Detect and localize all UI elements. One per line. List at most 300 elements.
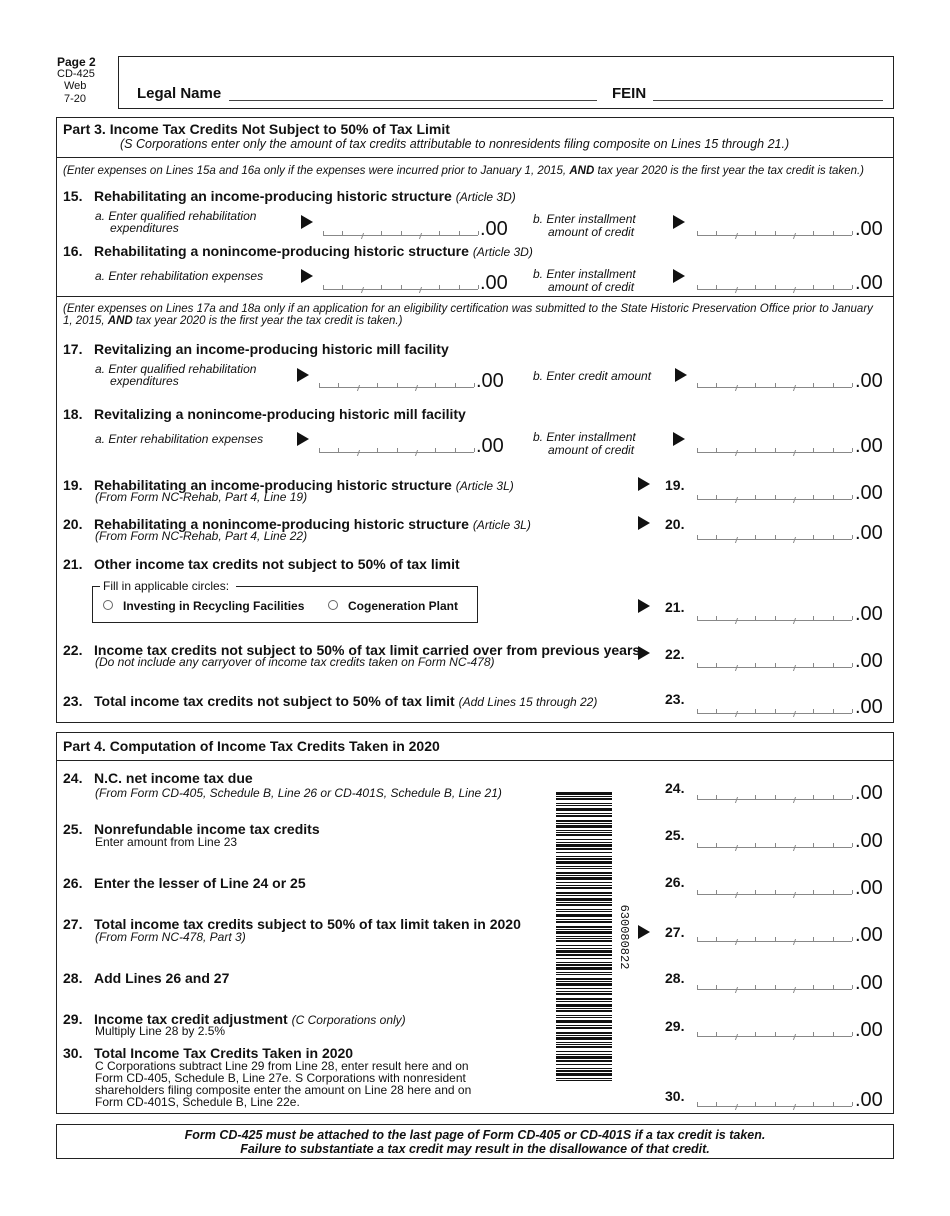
line24-ref: 24. [665, 780, 685, 796]
fein-label: FEIN [612, 85, 647, 102]
barcode-bar [556, 1056, 612, 1059]
line15a-cents: .00 [480, 218, 508, 240]
field-tick [852, 709, 853, 713]
field-tick [813, 843, 814, 847]
field-tick [455, 448, 456, 452]
form-web: Web [64, 80, 87, 92]
field-tick [852, 795, 853, 799]
line18a-label: a. Enter rehabilitation expenses [95, 432, 264, 446]
field-tick [833, 937, 834, 941]
footer-line-1: Form CD-425 must be attached to the last page of Form CD-405 or CD-401S if a tax credit is taken. [184, 1128, 766, 1142]
recycling-radio[interactable] [103, 600, 113, 610]
part3-divider [56, 157, 894, 158]
field-tick [697, 795, 698, 799]
field-tick [697, 937, 698, 941]
field-tick [775, 709, 776, 713]
field-tick [755, 616, 756, 620]
footer-line-2: Failure to substantiate a tax credit may result in the disallowance of that credit. [240, 1142, 710, 1156]
barcode-bar [556, 938, 612, 939]
barcode-bar [556, 820, 612, 822]
field-tick [775, 448, 776, 452]
line16b-cents: .00 [855, 272, 883, 294]
field-tick [775, 795, 776, 799]
field-tick [775, 383, 776, 387]
line17a-cents: .00 [476, 370, 504, 392]
field-tick [401, 285, 402, 289]
barcode-bar [556, 1046, 612, 1048]
field-tick [833, 795, 834, 799]
barcode-bar [556, 1073, 612, 1076]
field-tick [716, 709, 717, 713]
barcode-bar [556, 866, 612, 867]
line27-ref: 27. [665, 924, 685, 940]
barcode-bar [556, 815, 612, 817]
line15a-arrow-icon [301, 215, 313, 229]
field-tick [697, 495, 698, 499]
line27-subtitle: (From Form NC-478, Part 3) [95, 930, 246, 944]
field-tick [852, 616, 853, 620]
legal-name-label: Legal Name [137, 85, 222, 102]
field-tick [381, 285, 382, 289]
field-tick [377, 383, 378, 387]
barcode-bar [556, 914, 612, 917]
field-tick [716, 1032, 717, 1036]
line27-arrow-icon [638, 925, 650, 939]
field-tick [755, 663, 756, 667]
barcode-bar [556, 844, 612, 847]
line16b-field[interactable] [697, 276, 852, 290]
barcode-bar [556, 887, 612, 889]
field-tick [755, 795, 756, 799]
field-tick [401, 231, 402, 235]
header-box [118, 56, 894, 109]
barcode-bar [556, 991, 612, 992]
barcode-bar [556, 978, 612, 980]
line15b-label-1: b. Enter installment [533, 212, 636, 226]
field-tick [381, 231, 382, 235]
line15a-label-2: expenditures [110, 221, 179, 235]
field-tick [697, 1102, 698, 1106]
barcode-bar [556, 856, 612, 857]
line30-cents: .00 [855, 1089, 883, 1111]
line17-number: 17. [63, 341, 83, 357]
barcode-bar [556, 895, 612, 896]
field-tick [697, 843, 698, 847]
barcode-bar [556, 1025, 612, 1026]
cogeneration-label: Cogeneration Plant [348, 599, 459, 613]
field-tick [852, 495, 853, 499]
line18b-label-2: amount of credit [548, 443, 635, 457]
line16a-label: a. Enter rehabilitation expenses [95, 269, 264, 283]
barcode-bar [556, 1032, 612, 1034]
barcode-bar [556, 972, 612, 973]
line17-title: Revitalizing an income-producing historic mill facility [94, 341, 449, 357]
line22-arrow-icon [638, 646, 650, 660]
field-tick [755, 285, 756, 289]
line28-title: Add Lines 26 and 27 [94, 970, 230, 986]
line20-subtitle: (From Form NC-Rehab, Part 4, Line 22) [95, 529, 308, 543]
field-tick [439, 231, 440, 235]
field-tick [833, 709, 834, 713]
line28-field[interactable] [697, 976, 852, 990]
line29-subtitle: Multiply Line 28 by 2.5% [95, 1024, 226, 1038]
field-tick [775, 1032, 776, 1036]
line23-title: Total income tax credits not subject to 50% of tax limit (Add Lines 15 through 22) [94, 693, 598, 709]
line28-ref: 28. [665, 970, 685, 986]
barcode-bar [556, 983, 612, 986]
line29-ref: 29. [665, 1018, 685, 1034]
barcode-bar [556, 1008, 612, 1009]
line25-title: Nonrefundable income tax credits [94, 821, 320, 837]
line17a-field[interactable] [319, 374, 474, 388]
field-tick [755, 843, 756, 847]
line25-ref: 25. [665, 827, 685, 843]
barcode-bar [556, 1080, 612, 1081]
line25-field[interactable] [697, 834, 852, 848]
barcode-bar [556, 967, 612, 970]
line30-text-2: Form CD-405, Schedule B, Line 27e. S Corporations with nonresident [95, 1071, 466, 1085]
field-tick [813, 383, 814, 387]
line21-field[interactable] [697, 607, 852, 621]
line15-title: Rehabilitating an income-producing historic structure (Article 3D) [94, 188, 516, 204]
line21-fill-box-top-left [92, 586, 100, 587]
field-tick [813, 285, 814, 289]
line15b-field[interactable] [697, 222, 852, 236]
barcode-bar [556, 823, 612, 824]
line23-cents: .00 [855, 696, 883, 718]
line27-title: Total income tax credits subject to 50% of tax limit taken in 2020 [94, 916, 521, 932]
line22-subtitle: (Do not include any carryover of income tax credits taken on Form NC-478) [95, 655, 495, 669]
field-tick [459, 231, 460, 235]
line29-title: Income tax credit adjustment (C Corporations only) [94, 1011, 406, 1027]
line18b-field[interactable] [697, 439, 852, 453]
barcode-bar [556, 877, 612, 880]
field-tick [716, 843, 717, 847]
field-tick [833, 890, 834, 894]
barcode-bar [556, 1010, 612, 1012]
line21-ref: 21. [665, 599, 685, 615]
barcode-bar [556, 962, 612, 963]
line18-number: 18. [63, 406, 83, 422]
barcode-bar [556, 954, 612, 956]
field-tick [833, 448, 834, 452]
line18b-label-1: b. Enter installment [533, 430, 636, 444]
field-tick [716, 663, 717, 667]
barcode-bar [556, 861, 612, 864]
field-tick [833, 383, 834, 387]
barcode-bar [556, 958, 612, 959]
part4-title: Part 4. Computation of Income Tax Credits Taken in 2020 [63, 738, 440, 754]
line27-number: 27. [63, 916, 83, 932]
field-tick [775, 843, 776, 847]
field-tick [775, 495, 776, 499]
line16a-field[interactable] [323, 276, 478, 290]
barcode-bar [556, 852, 612, 853]
line29-field[interactable] [697, 1023, 852, 1037]
field-tick [435, 448, 436, 452]
line18b-cents: .00 [855, 435, 883, 457]
barcode-bar [556, 911, 612, 912]
barcode-bar [556, 1051, 612, 1052]
line26-title: Enter the lesser of Line 24 or 25 [94, 875, 306, 891]
field-tick [833, 616, 834, 620]
line21-fill-box-top-right [236, 586, 478, 587]
field-tick [755, 535, 756, 539]
barcode-bar [556, 858, 612, 860]
field-tick [755, 937, 756, 941]
field-tick [813, 890, 814, 894]
barcode-bar [556, 988, 612, 989]
line20-number: 20. [63, 516, 83, 532]
line26-ref: 26. [665, 874, 685, 890]
field-tick [813, 231, 814, 235]
line24-title: N.C. net income tax due [94, 770, 253, 786]
field-tick [697, 616, 698, 620]
field-tick [697, 535, 698, 539]
fein-field[interactable] [653, 100, 883, 101]
field-tick [813, 535, 814, 539]
line30-field[interactable] [697, 1093, 852, 1107]
barcode-bar [556, 839, 612, 840]
line26-cents: .00 [855, 877, 883, 899]
barcode-bar [556, 805, 612, 806]
barcode-bar [556, 945, 612, 946]
line29-cents: .00 [855, 1019, 883, 1041]
line17b-field[interactable] [697, 374, 852, 388]
field-tick [716, 448, 717, 452]
barcode-bar [556, 904, 612, 906]
field-tick [755, 1032, 756, 1036]
line25-subtitle: Enter amount from Line 23 [95, 835, 238, 849]
field-tick [697, 231, 698, 235]
line24-subtitle: (From Form CD-405, Schedule B, Line 26 or CD-401S, Schedule B, Line 21) [95, 786, 502, 800]
barcode-bar [556, 981, 612, 982]
line28-cents: .00 [855, 972, 883, 994]
line20-arrow-icon [638, 516, 650, 530]
field-tick [474, 383, 475, 387]
line30-title: Total Income Tax Credits Taken in 2020 [94, 1045, 354, 1061]
field-tick [813, 1032, 814, 1036]
part3-title: Part 3. Income Tax Credits Not Subject to 50% of Tax Limit [63, 121, 450, 137]
barcode-bar [556, 909, 612, 910]
field-tick [833, 985, 834, 989]
field-tick [775, 937, 776, 941]
field-tick [755, 985, 756, 989]
barcode-bar [556, 1042, 612, 1043]
barcode-bar [556, 950, 612, 953]
line20-title: Rehabilitating a nonincome-producing historic structure (Article 3L) [94, 516, 531, 532]
barcode-bar [556, 998, 612, 1000]
field-tick [697, 890, 698, 894]
barcode-bar [556, 1035, 612, 1036]
field-tick [813, 448, 814, 452]
field-tick [435, 383, 436, 387]
line23-field[interactable] [697, 700, 852, 714]
field-tick [697, 285, 698, 289]
barcode-bar [556, 882, 612, 883]
barcode-bar [556, 1015, 612, 1016]
line17b-label: b. Enter credit amount [533, 369, 652, 383]
line29-number: 29. [63, 1011, 83, 1027]
field-tick [852, 985, 853, 989]
line21-number: 21. [63, 556, 83, 572]
field-tick [813, 985, 814, 989]
field-tick [716, 231, 717, 235]
barcode-bar [556, 892, 612, 894]
field-tick [852, 937, 853, 941]
field-tick [755, 383, 756, 387]
barcode-bar [556, 1004, 612, 1007]
field-tick [755, 231, 756, 235]
field-tick [697, 1032, 698, 1036]
field-tick [813, 795, 814, 799]
line18a-arrow-icon [297, 432, 309, 446]
field-tick [338, 448, 339, 452]
field-tick [852, 285, 853, 289]
field-tick [775, 663, 776, 667]
barcode-bar [556, 808, 612, 811]
barcode-bar [556, 1020, 612, 1023]
field-tick [852, 843, 853, 847]
line20-cents: .00 [855, 522, 883, 544]
field-tick [697, 448, 698, 452]
line18a-field[interactable] [319, 439, 474, 453]
line19-field[interactable] [697, 486, 852, 500]
field-tick [852, 1032, 853, 1036]
field-tick [813, 1102, 814, 1106]
barcode-bar [556, 834, 612, 836]
barcode-bar [556, 792, 612, 795]
field-tick [323, 285, 324, 289]
field-tick [697, 663, 698, 667]
barcode-number-wrap [612, 890, 630, 990]
line16a-cents: .00 [480, 272, 508, 294]
barcode-bar [556, 974, 612, 975]
field-tick [833, 535, 834, 539]
line20-ref: 20. [665, 516, 685, 532]
barcode-bar [556, 868, 612, 869]
field-tick [716, 285, 717, 289]
line17a-label-2: expenditures [110, 374, 179, 388]
barcode-bar [556, 1070, 612, 1072]
line22-field[interactable] [697, 654, 852, 668]
line22-cents: .00 [855, 650, 883, 672]
barcode-bar [556, 931, 612, 934]
line16b-label-1: b. Enter installment [533, 267, 636, 281]
field-tick [478, 285, 479, 289]
field-tick [342, 285, 343, 289]
line15a-field[interactable] [323, 222, 478, 236]
barcode-bar [556, 848, 612, 850]
barcode-bar [556, 940, 612, 942]
line16a-arrow-icon [301, 269, 313, 283]
line30-text-4: Form CD-401S, Schedule B, Line 22e. [95, 1095, 300, 1109]
field-tick [833, 1032, 834, 1036]
field-tick [852, 535, 853, 539]
field-tick [716, 1102, 717, 1106]
barcode-bar [556, 830, 612, 831]
field-tick [813, 616, 814, 620]
part4-divider [56, 760, 894, 761]
cogeneration-radio[interactable] [328, 600, 338, 610]
barcode-bar [556, 1054, 612, 1055]
line15b-label-2: amount of credit [548, 225, 635, 239]
line20-field[interactable] [697, 526, 852, 540]
barcode-bar [556, 842, 612, 843]
part3-note2-divider [56, 296, 894, 297]
line27-field[interactable] [697, 928, 852, 942]
field-tick [755, 890, 756, 894]
line25-number: 25. [63, 821, 83, 837]
field-tick [377, 448, 378, 452]
field-tick [813, 663, 814, 667]
line17a-arrow-icon [297, 368, 309, 382]
field-tick [833, 495, 834, 499]
line21-fill-label: Fill in applicable circles: [103, 579, 230, 593]
field-tick [775, 285, 776, 289]
field-tick [397, 383, 398, 387]
line15a-label-1: a. Enter qualified rehabilitation [95, 209, 257, 223]
barcode-bar [556, 803, 612, 804]
line26-field[interactable] [697, 881, 852, 895]
field-tick [323, 231, 324, 235]
page-number: Page 2 [57, 55, 96, 69]
barcode-number: 630080822 [617, 904, 631, 970]
field-tick [319, 448, 320, 452]
barcode-bar [556, 929, 612, 930]
line21-cents: .00 [855, 603, 883, 625]
field-tick [813, 495, 814, 499]
field-tick [459, 285, 460, 289]
line30-number: 30. [63, 1045, 83, 1061]
form-date: 7-20 [64, 93, 87, 105]
line16-number: 16. [63, 243, 83, 259]
line24-field[interactable] [697, 786, 852, 800]
line17b-arrow-icon [675, 368, 687, 382]
line19-arrow-icon [638, 477, 650, 491]
field-tick [716, 383, 717, 387]
field-tick [755, 495, 756, 499]
line26-number: 26. [63, 875, 83, 891]
barcode-bar [556, 872, 612, 874]
line19-cents: .00 [855, 482, 883, 504]
line30-ref: 30. [665, 1088, 685, 1104]
line25-cents: .00 [855, 830, 883, 852]
field-tick [697, 709, 698, 713]
line22-number: 22. [63, 642, 83, 658]
part3-note1: (Enter expenses on Lines 15a and 16a only if the expenses were incurred prior to January 1, 2015, AND tax year 2020 is the first year the tax credit is taken.) [63, 165, 864, 177]
barcode-bar [556, 1017, 612, 1018]
field-tick [775, 1102, 776, 1106]
field-tick [833, 843, 834, 847]
field-tick [755, 448, 756, 452]
legal-name-field[interactable] [229, 100, 597, 101]
barcode-bar [556, 964, 612, 966]
field-tick [397, 448, 398, 452]
line17a-label-1: a. Enter qualified rehabilitation [95, 362, 257, 376]
field-tick [813, 709, 814, 713]
field-tick [755, 1102, 756, 1106]
field-tick [852, 383, 853, 387]
line21-title: Other income tax credits not subject to 50% of tax limit [94, 556, 460, 572]
field-tick [852, 1102, 853, 1106]
line17b-cents: .00 [855, 370, 883, 392]
recycling-label: Investing in Recycling Facilities [123, 599, 305, 613]
part3-note2: (Enter expenses on Lines 17a and 18a only if an application for an eligibility certification was submitted to the State Historic Preservation Office prior to January 1, 2015, AND tax year 2020 is the first year the tax credit is taken.) [63, 303, 873, 327]
barcode-bar [556, 993, 612, 995]
barcode-bar [556, 948, 612, 949]
line16-title: Rehabilitating a nonincome-producing historic structure (Article 3D) [94, 243, 533, 259]
